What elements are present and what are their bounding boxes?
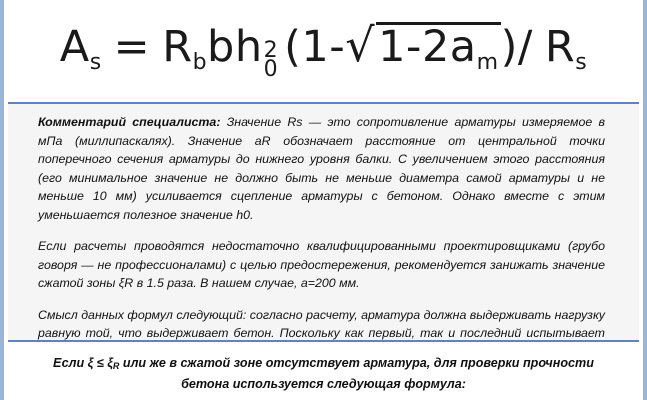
comment-paragraph-1: Комментарий специалиста: Значение Rs — это сопротивление арматуры измеряемое в мПа (миллипаскалях). Значение aR обозначает расстояние от центральной точки поперечного сечения арматуры до нижнего уровня балки. С увеличением этого расстояния (его минимальное значение не должно быть не меньше диаметра самой арматуры и не меньше 10 мм) усиливается сцепление арматуры с бетоном. Однако вместе с этим уменьшается полезное значение h0. (38, 115, 605, 222)
comment-paragraph-3: Смысл данных формул следующий: согласно расчету, арматура должна выдерживать нагрузку равную той, что выдерживает бетон. Поскольку как первый, так и последний испытывает (38, 307, 605, 340)
comment-paragraph-2: Если расчеты проводятся недостаточно квалифицированными проектировщиками (грубо говоря — не профессионалами) с целью предостережения, рекомендуется занижать значение сжатой зоны ξR в 1.5 раза. В нашем случае, a=200 мм. (38, 239, 605, 290)
reinforcement-area-formula (60, 18, 587, 82)
expert-comment-box (8, 104, 639, 342)
condition-text (8, 344, 639, 400)
comment-label: Комментарий специалиста: (38, 115, 221, 129)
formula-bh: bh (207, 22, 263, 72)
condition-line-2: бетона используется следующая формула: (181, 377, 466, 391)
formula-open-paren: (1- (284, 22, 346, 72)
condition-line-1: Если ξ ≤ ξR или же в сжатой зоне отсутствует арматура, для проверки прочности (53, 356, 594, 371)
formula-equals: = (113, 22, 151, 72)
formula-h-indices: 2 0 (263, 38, 279, 82)
formula-image (8, 0, 639, 100)
formula-rb: $R_b$ (162, 22, 208, 75)
formula-rs: $R_s$ (544, 22, 588, 75)
formula-lhs: $A_s$ (59, 22, 102, 75)
formula-sqrt: √ $1-2a_m$ (345, 18, 499, 75)
formula-close: )/ (500, 22, 533, 72)
